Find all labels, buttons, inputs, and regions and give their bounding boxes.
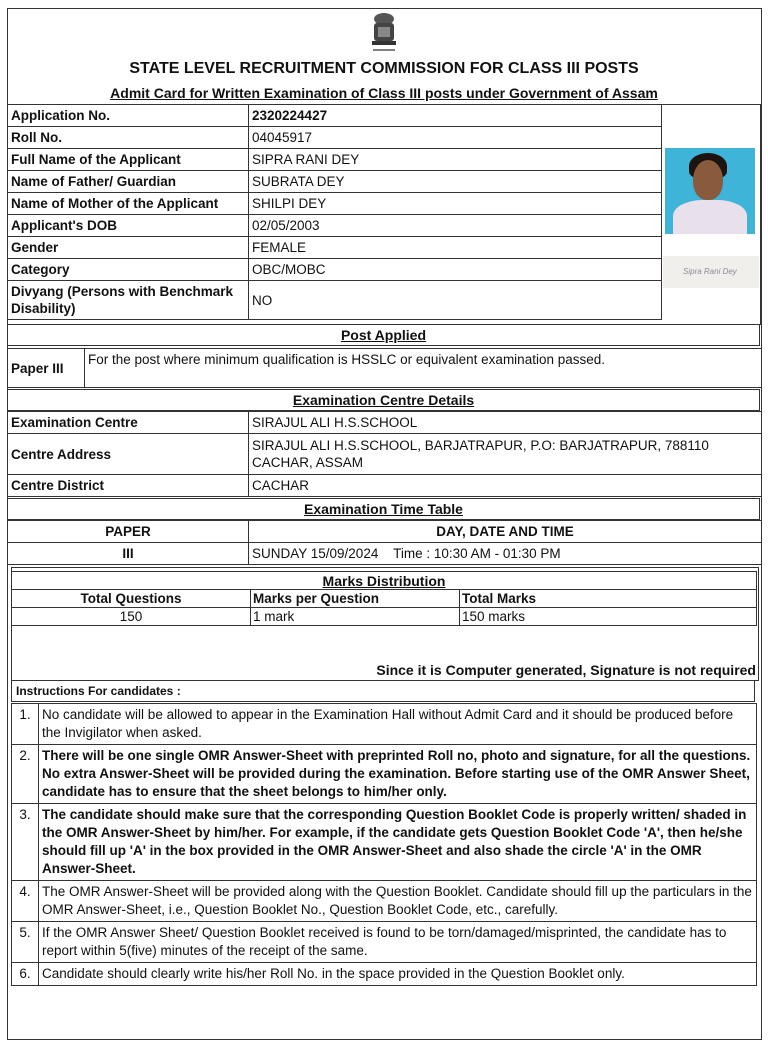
timetable-col-paper: PAPER [8,521,249,543]
post-applied-table [7,348,762,388]
applicant-field-label: Full Name of the Applicant [8,149,249,171]
marks-heading: Marks Distribution [12,572,757,590]
marks-total: 150 marks [460,608,757,626]
instruction-item [12,745,757,804]
timetable-col-day: DAY, DATE AND TIME [249,521,762,543]
instruction-item [12,881,757,922]
applicant-row [8,259,662,281]
applicant-field-value: FEMALE [249,237,662,259]
instruction-text: There will be one single OMR Answer-Sheet with preprinted Roll no, photo and signature, for all the questions. No extra Answer-Sheet will be provided during the examination. Before starting use of the OMR Answer Sheet, candidate has to ensure that the sheet belongs to him/her only. [39,745,757,804]
timetable-paper: III [8,543,249,565]
timetable-table [7,520,762,565]
applicant-signature: Sipra Rani Dey [663,256,759,288]
instruction-item [12,922,757,963]
instructions-heading: Instructions For candidates : [11,680,755,702]
post-description: For the post where minimum qualification is HSSLC or equivalent examination passed. [85,349,762,388]
instructions-table [11,703,757,986]
state-emblem-icon [364,12,404,54]
marks-header-questions: Total Questions [12,590,251,608]
applicant-field-value: SIPRA RANI DEY [249,149,662,171]
instruction-text: No candidate will be allowed to appear in the Examination Hall without Admit Card and it should be produced before the Invigilator when asked. [39,704,757,745]
instruction-text: If the OMR Answer Sheet/ Question Booklet received is found to be torn/damaged/misprinted, the candidate has to report within 5(five) minutes of the receipt of the same. [39,922,757,963]
applicant-row [8,215,662,237]
applicant-row [8,281,662,320]
admit-card-subtitle: Admit Card for Written Examination of Class III posts under Government of Assam [110,85,658,101]
centre-field-label: Examination Centre [8,412,249,434]
applicant-field-value: NO [249,281,662,320]
instruction-number: 4. [12,881,39,922]
applicant-field-value: 02/05/2003 [249,215,662,237]
applicant-row [8,105,662,127]
applicant-row [8,171,662,193]
applicant-row [8,127,662,149]
applicant-field-value: SUBRATA DEY [249,171,662,193]
centre-heading: Examination Centre Details [7,389,760,411]
centre-field-label: Centre District [8,475,249,497]
applicant-field-value: OBC/MOBC [249,259,662,281]
computer-generated-note: Since it is Computer generated, Signature is not required [376,662,756,678]
centre-row [8,434,762,475]
applicant-row [8,237,662,259]
commission-title: STATE LEVEL RECRUITMENT COMMISSION FOR CLASS III POSTS [129,60,639,77]
applicant-field-label: Category [8,259,249,281]
marks-header-per-question: Marks per Question [251,590,460,608]
applicant-field-value: 2320224427 [249,105,662,127]
applicant-field-label: Name of Mother of the Applicant [8,193,249,215]
centre-details-table [7,411,762,497]
instruction-text: Candidate should clearly write his/her Roll No. in the space provided in the Question Booklet only. [39,963,757,986]
marks-per-question: 1 mark [251,608,460,626]
instruction-number: 5. [12,922,39,963]
instruction-number: 3. [12,804,39,881]
applicant-row [8,193,662,215]
instruction-text: The OMR Answer-Sheet will be provided along with the Question Booklet. Candidate should fill up the particulars in the OMR Answer-Sheet, i.e., Question Booklet No., Question Booklet Code, etc., carefully. [39,881,757,922]
instruction-text: The candidate should make sure that the corresponding Question Booklet Code is properly written/ shaded in the OMR Answer-Sheet by him/her. For example, if the candidate gets Question Booklet Code 'A', then he/she should fill up 'A' in the box provided in the OMR Answer-Sheet and also shade the circle 'A' in the OMR Answer-Sheet. [39,804,757,881]
centre-field-value: SIRAJUL ALI H.S.SCHOOL [249,412,762,434]
applicant-photo [665,148,755,234]
paper-label: Paper III [8,349,85,388]
centre-field-label: Centre Address [8,434,249,475]
marks-total-questions: 150 [12,608,251,626]
marks-distribution-table [11,571,757,626]
applicant-field-label: Name of Father/ Guardian [8,171,249,193]
instruction-item [12,963,757,986]
timetable-heading: Examination Time Table [7,498,760,520]
applicant-details-table [7,104,662,320]
timetable-datetime: SUNDAY 15/09/2024 Time : 10:30 AM - 01:30 PM [249,543,762,565]
instruction-item [12,704,757,745]
applicant-field-label: Application No. [8,105,249,127]
centre-field-value: SIRAJUL ALI H.S.SCHOOL, BARJATRAPUR, P.O: BARJATRAPUR, 788110 CACHAR, ASSAM [249,434,762,475]
applicant-field-label: Divyang (Persons with Benchmark Disability) [8,281,249,320]
instruction-number: 1. [12,704,39,745]
instruction-number: 6. [12,963,39,986]
applicant-field-label: Applicant's DOB [8,215,249,237]
centre-field-value: CACHAR [249,475,762,497]
marks-header-total: Total Marks [460,590,757,608]
post-applied-heading: Post Applied [7,324,760,346]
applicant-field-label: Gender [8,237,249,259]
centre-row [8,475,762,497]
applicant-field-label: Roll No. [8,127,249,149]
applicant-field-value: SHILPI DEY [249,193,662,215]
instruction-item [12,804,757,881]
applicant-field-value: 04045917 [249,127,662,149]
centre-row [8,412,762,434]
applicant-row [8,149,662,171]
instruction-number: 2. [12,745,39,804]
